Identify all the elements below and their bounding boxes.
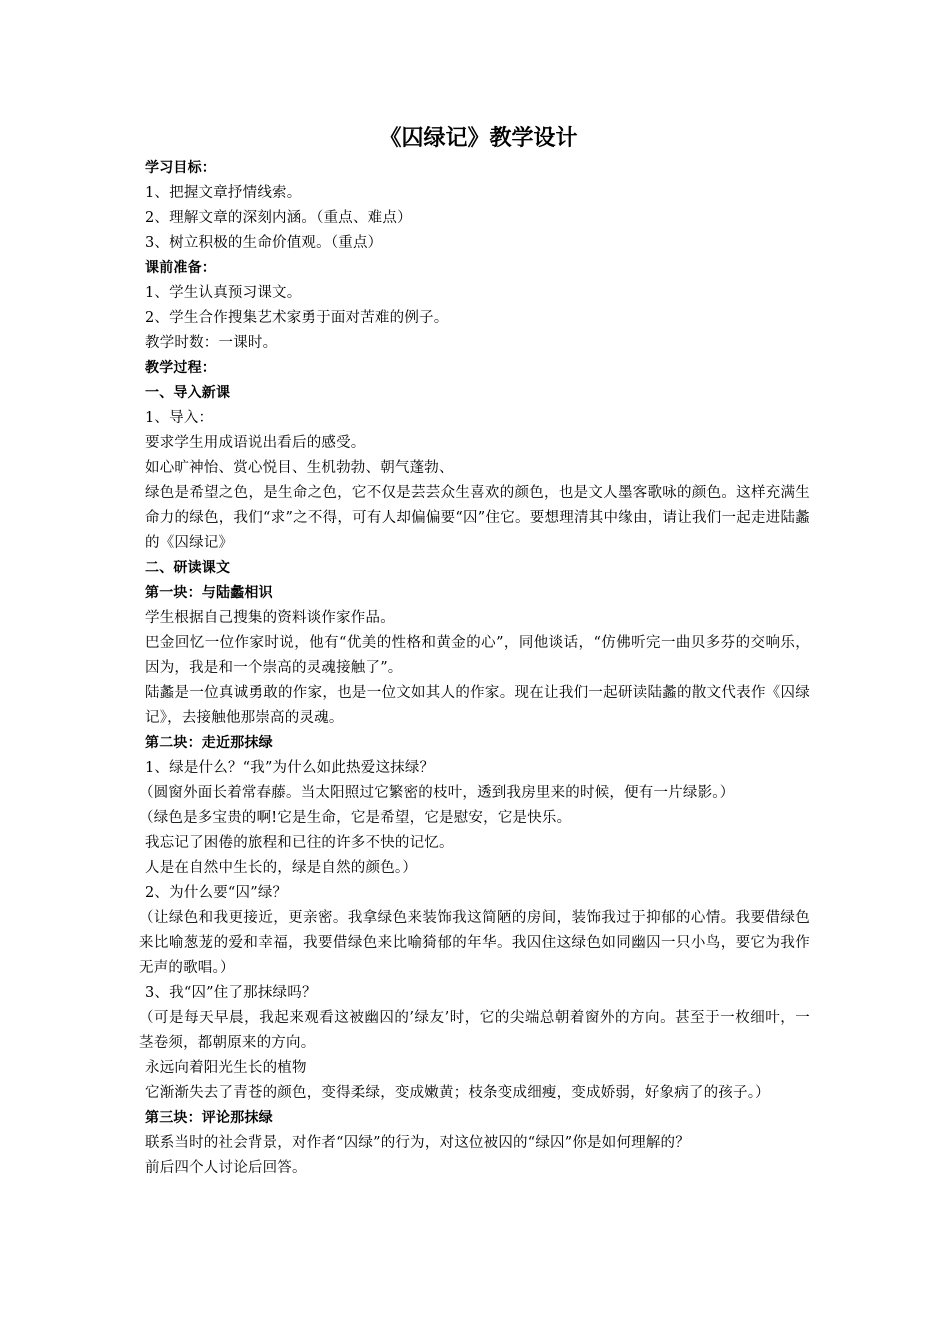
- paragraph: 绿色是希望之色，是生命之色，它不仅是芸芸众生喜欢的颜色，也是文人墨客歌咏的颜色。这样充满生命力的绿色，我们“求”之不得，可有人却偏偏要“囚”住它。要想理清其中缘由，请让我们一起走进陆蠡的《囚绿记》: [145, 485, 810, 551]
- paragraph: 1、把握文章抒情线索。: [145, 185, 302, 201]
- section-heading: 教学过程：: [145, 360, 216, 376]
- paragraph: 1、学生认真预习课文。: [145, 285, 302, 301]
- section-heading: 第三块：评论那抹绿: [145, 1110, 273, 1126]
- document-title: 《囚绿记》教学设计: [379, 125, 578, 151]
- section-heading: 学习目标：: [145, 160, 216, 176]
- paragraph: 1、绿是什么？“我”为什么如此热爱这抹绿？: [145, 760, 435, 776]
- paragraph: 教学时数：一课时。: [145, 335, 278, 351]
- paragraph: 学生根据自己搜集的资料谈作家作品。: [145, 610, 395, 626]
- section-heading: 课前准备：: [145, 260, 216, 276]
- section-heading: 二、研读课文: [145, 560, 231, 576]
- paragraph: 它渐渐失去了青苍的颜色，变得柔绿，变成嫩黄；枝条变成细瘦，变成娇弱，好象病了的孩子。）: [145, 1085, 770, 1101]
- paragraph: 1、导入：: [145, 410, 214, 426]
- paragraph: 如心旷神怡、赏心悦目、生机勃勃、朝气蓬勃、: [145, 460, 454, 476]
- paragraph: 我忘记了困倦的旅程和已往的许多不快的记忆。: [145, 835, 454, 851]
- paragraph: （绿色是多宝贵的啊!它是生命，它是希望，它是慰安，它是快乐。: [139, 810, 572, 826]
- document-body: [139, 156, 810, 1181]
- paragraph: 2、为什么要“囚”绿？: [145, 885, 288, 901]
- paragraph: 人是在自然中生长的，绿是自然的颜色。）: [145, 860, 418, 876]
- section-heading: 一、导入新课: [145, 385, 231, 401]
- paragraph: （圆窗外面长着常春藤。当太阳照过它繁密的枝叶，透到我房里来的时候，便有一片绿影。）: [139, 785, 735, 801]
- paragraph: （让绿色和我更接近，更亲密。我拿绿色来装饰我这简陋的房间，装饰我过于抑郁的心情。我要借绿色来比喻葱茏的爱和幸福，我要借绿色来比喻猗郁的年华。我囚住这绿色如同幽囚一只小鸟，要它为我作无声的歌唱。）: [139, 910, 810, 976]
- paragraph: 要求学生用成语说出看后的感受。: [145, 435, 366, 451]
- paragraph: （可是每天早晨，我起来观看这被幽囚的’绿友’时，它的尖端总朝着窗外的方向。甚至于一枚细叶，一茎卷须，都朝原来的方向。: [139, 1010, 810, 1051]
- paragraph: 陆蠡是一位真诚勇敢的作家，也是一位文如其人的作家。现在让我们一起研读陆蠡的散文代表作《囚绿记》，去接触他那崇高的灵魂。: [145, 685, 810, 726]
- paragraph: 联系当时的社会背景，对作者“囚绿”的行为，对这位被囚的“绿囚”你是如何理解的？: [145, 1135, 690, 1151]
- paragraph: 3、我“囚”住了那抹绿吗？: [145, 985, 317, 1001]
- paragraph: 永远向着阳光生长的植物: [145, 1060, 307, 1076]
- paragraph: 2、学生合作搜集艺术家勇于面对苦难的例子。: [145, 310, 449, 326]
- paragraph: 巴金回忆一位作家时说，他有“优美的性格和黄金的心”，同他谈话，“仿佛听完一曲贝多芬的交响乐，因为，我是和一个崇高的灵魂接触了”。: [145, 635, 810, 676]
- paragraph: 3、树立积极的生命价值观。（重点）: [145, 235, 383, 251]
- section-heading: 第一块：与陆蠡相识: [145, 585, 273, 601]
- document-page: [139, 118, 810, 1181]
- paragraph: 前后四个人讨论后回答。: [145, 1160, 307, 1176]
- paragraph: 2、理解文章的深刻内涵。（重点、难点）: [145, 210, 412, 226]
- section-heading: 第二块：走近那抹绿: [145, 735, 273, 751]
